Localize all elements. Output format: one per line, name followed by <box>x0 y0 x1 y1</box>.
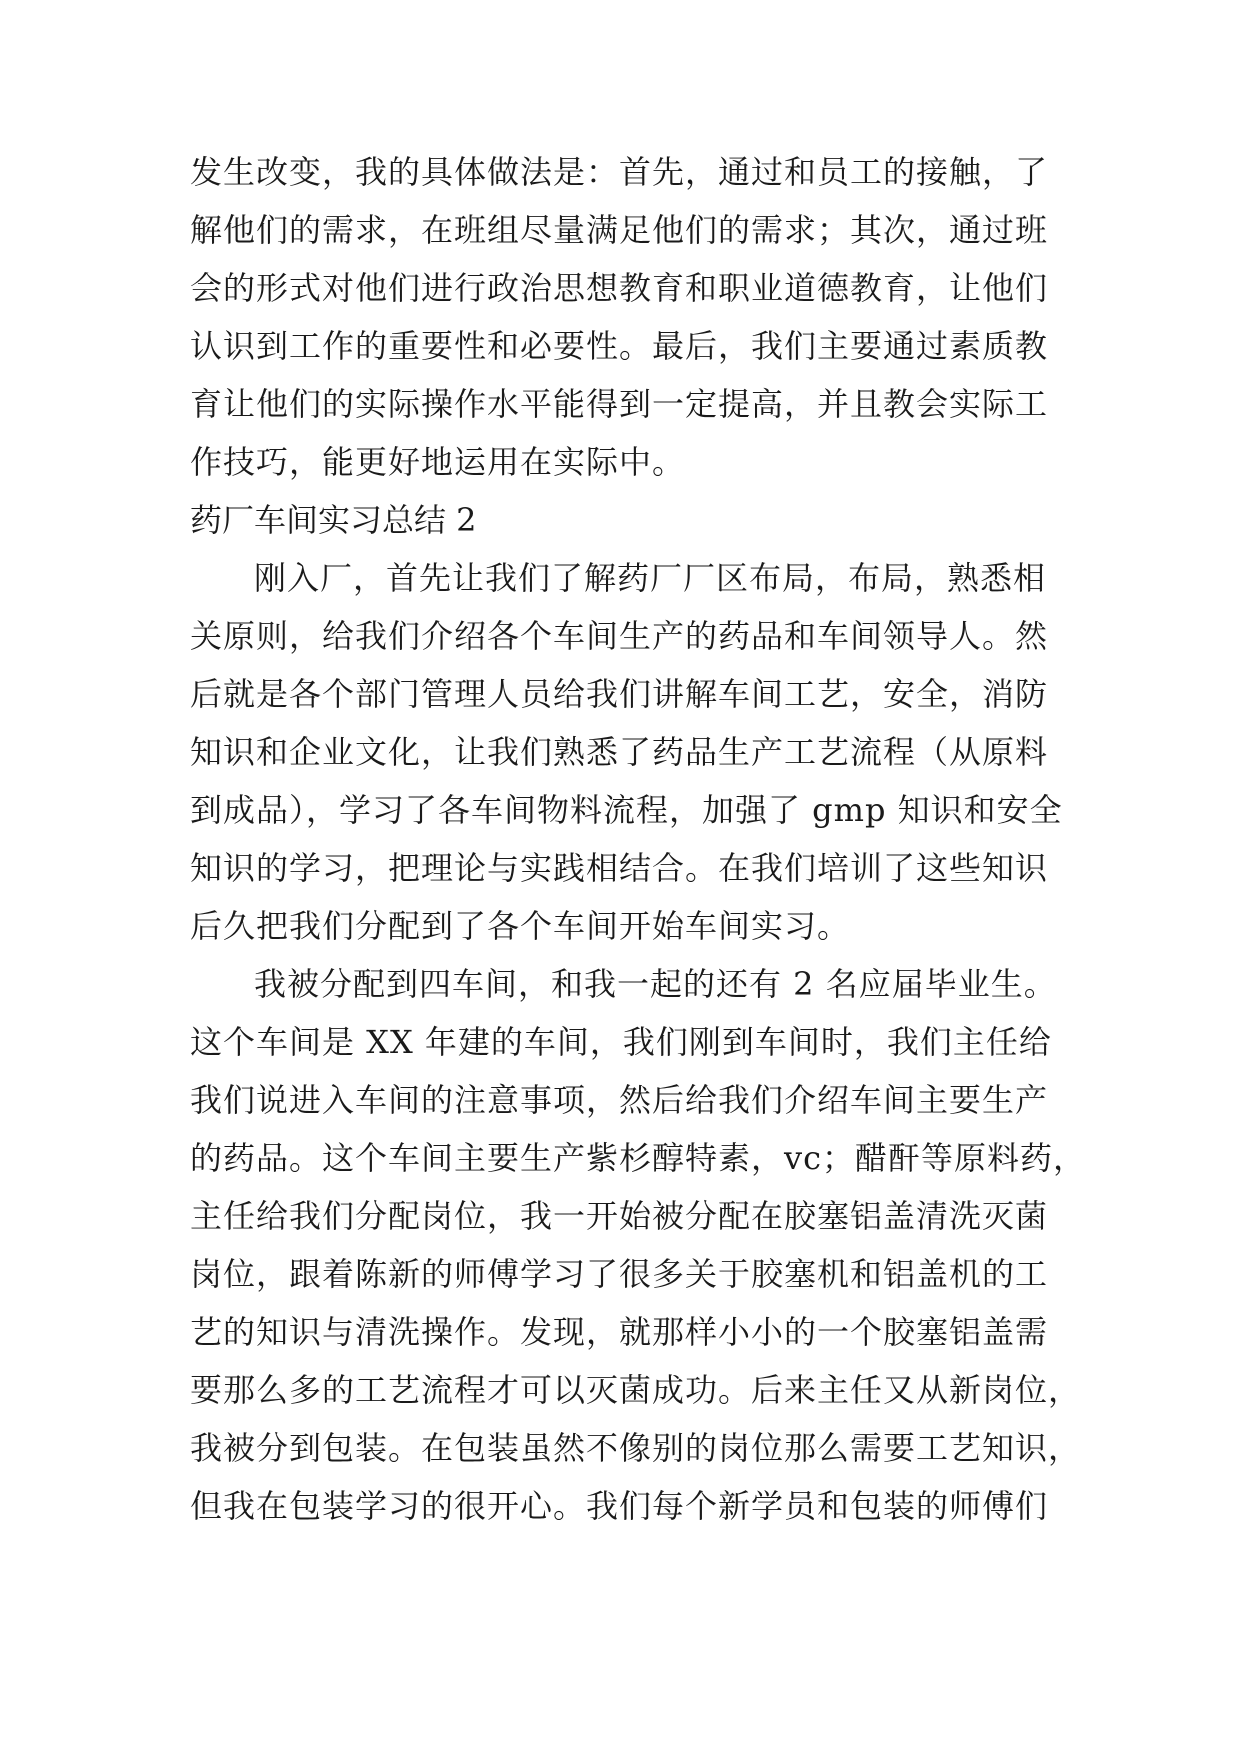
paragraph-line: 这个车间是 XX 年建的车间，我们刚到车间时，我们主任给 <box>190 1023 1052 1061</box>
paragraph-line: 主任给我们分配岗位，我一开始被分配在胶塞铝盖清洗灭菌 <box>190 1197 1049 1235</box>
section-heading: 药厂车间实习总结 2 <box>190 501 477 539</box>
paragraph-line: 但我在包装学习的很开心。我们每个新学员和包装的师傅们 <box>190 1487 1049 1525</box>
paragraph-line: 要那么多的工艺流程才可以灭菌成功。后来主任又从新岗位， <box>190 1371 1082 1409</box>
paragraph-line: 的药品。这个车间主要生产紫杉醇特素，vc；醋酐等原料药， <box>190 1139 1087 1177</box>
paragraph-line: 发生改变，我的具体做法是：首先，通过和员工的接触，了 <box>190 153 1049 191</box>
paragraph-line: 艺的知识与清洗操作。发现，就那样小小的一个胶塞铝盖需 <box>190 1313 1049 1351</box>
paragraph-line: 我被分配到四车间，和我一起的还有 2 名应届毕业生。 <box>254 965 1057 1003</box>
paragraph-line: 关原则，给我们介绍各个车间生产的药品和车间领导人。然 <box>190 617 1049 655</box>
paragraph-line: 到成品），学习了各车间物料流程，加强了 gmp 知识和安全 <box>190 791 1063 829</box>
paragraph-line: 后久把我们分配到了各个车间开始车间实习。 <box>190 907 851 945</box>
paragraph-line: 我被分到包装。在包装虽然不像别的岗位那么需要工艺知识， <box>190 1429 1082 1467</box>
paragraph-line: 刚入厂，首先让我们了解药厂厂区布局，布局，熟悉相 <box>254 559 1047 597</box>
paragraph-line: 认识到工作的重要性和必要性。最后，我们主要通过素质教 <box>190 327 1049 365</box>
paragraph-line: 后就是各个部门管理人员给我们讲解车间工艺，安全，消防 <box>190 675 1049 713</box>
paragraph-line: 我们说进入车间的注意事项，然后给我们介绍车间主要生产 <box>190 1081 1049 1119</box>
paragraph-line: 知识的学习，把理论与实践相结合。在我们培训了这些知识 <box>190 849 1049 887</box>
paragraph-line: 知识和企业文化，让我们熟悉了药品生产工艺流程（从原料 <box>190 733 1049 771</box>
paragraph-line: 会的形式对他们进行政治思想教育和职业道德教育，让他们 <box>190 269 1049 307</box>
paragraph-line: 岗位，跟着陈新的师傅学习了很多关于胶塞机和铝盖机的工 <box>190 1255 1049 1293</box>
paragraph-line: 育让他们的实际操作水平能得到一定提高，并且教会实际工 <box>190 385 1049 423</box>
paragraph-line: 解他们的需求，在班组尽量满足他们的需求；其次，通过班 <box>190 211 1049 249</box>
paragraph-line: 作技巧，能更好地运用在实际中。 <box>190 443 686 481</box>
